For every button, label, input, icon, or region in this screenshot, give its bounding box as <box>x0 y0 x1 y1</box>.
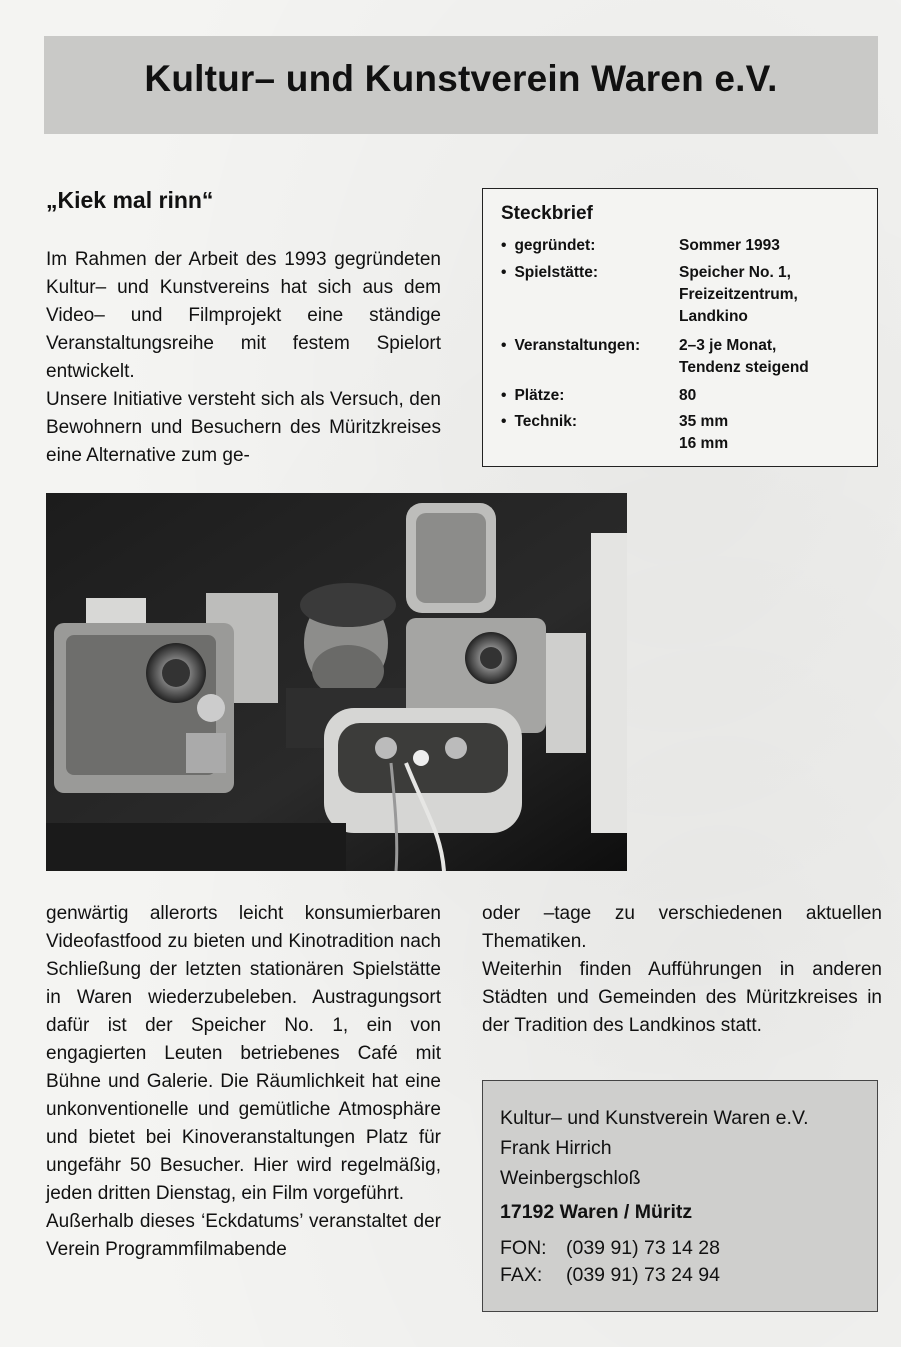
fact-label: • gegründet: <box>501 235 671 257</box>
address-contact-name: Frank Hirrich <box>500 1137 612 1159</box>
fact-value: 2–3 je Monat, Tendenz steigend <box>679 337 809 376</box>
paragraph: Im Rahmen der Arbeit des 1993 gegründeten Kultur– und Kunstvereins hat sich aus dem Video– und Filmprojekt eine ständige Veranstaltungsreihe mit festem Spielort entwickelt. <box>46 249 441 382</box>
fact-value: Sommer 1993 <box>679 237 780 254</box>
fact-value: 80 <box>679 387 697 404</box>
steckbrief-box <box>482 188 878 467</box>
article-column-right <box>482 900 882 1040</box>
paragraph: genwärtig allerorts leicht konsumierbaren Videofastfood zu bieten und Kinotradition nach Schließung der letzten stationären Spielstätte in Waren wiederzubeleben. Austragungsort dafür ist der Speicher No. 1, ein von engagierten Leuten betriebenes Café mit Bühne und Galerie. Die Räumlichkeit hat eine unkonventionelle und gemütliche Atmosphäre und bietet bei Kinoveranstaltungen Platz für ungefähr 50 Besucher. Hier wird regelmäßig, jeden dritten Dienstag, ein Film vorgeführt. <box>46 903 441 1204</box>
steckbrief-title: Steckbrief <box>501 203 593 224</box>
fax-label: FAX: <box>500 1264 543 1286</box>
article-subtitle: „Kiek mal rinn“ <box>46 187 214 213</box>
article-column-bottom <box>46 900 441 1264</box>
address-city: 17192 Waren / Müritz <box>500 1201 693 1223</box>
address-organization: Kultur– und Kunstverein Waren e.V. <box>500 1107 809 1129</box>
fact-label: • Spielstätte: <box>501 262 671 284</box>
fact-label: • Veranstaltungen: <box>501 335 671 357</box>
page-title: Kultur– und Kunstverein Waren e.V. <box>144 58 778 99</box>
paragraph: Unsere Initiative versteht sich als Versuch, den Bewohnern und Besuchern des Müritzkreises eine Alternative zum ge- <box>46 389 441 466</box>
projectionist-photo <box>46 493 627 871</box>
paragraph: Weiterhin finden Aufführungen in anderen Städten und Gemeinden des Müritzkreises in der Tradition des Landkinos statt. <box>482 959 882 1036</box>
paragraph: oder –tage zu verschiedenen aktuellen Thematiken. <box>482 903 882 952</box>
fact-value: Speicher No. 1, Freizeitzentrum, Landkino <box>679 264 798 325</box>
paragraph: Außerhalb dieses ‘Eckdatums’ veranstaltet der Verein Programmfilmabende <box>46 1211 441 1260</box>
address-street: Weinbergschloß <box>500 1167 641 1189</box>
phone-label: FON: <box>500 1237 547 1259</box>
fax-number: (039 91) 73 24 94 <box>566 1264 720 1286</box>
article-column-top <box>46 246 441 470</box>
address-box <box>482 1080 878 1312</box>
phone-number: (039 91) 73 14 28 <box>566 1237 720 1259</box>
fact-label: • Technik: <box>501 411 671 433</box>
fact-value: 35 mm 16 mm <box>679 413 729 452</box>
projector-illustration <box>46 493 627 871</box>
fact-label: • Plätze: <box>501 385 671 407</box>
